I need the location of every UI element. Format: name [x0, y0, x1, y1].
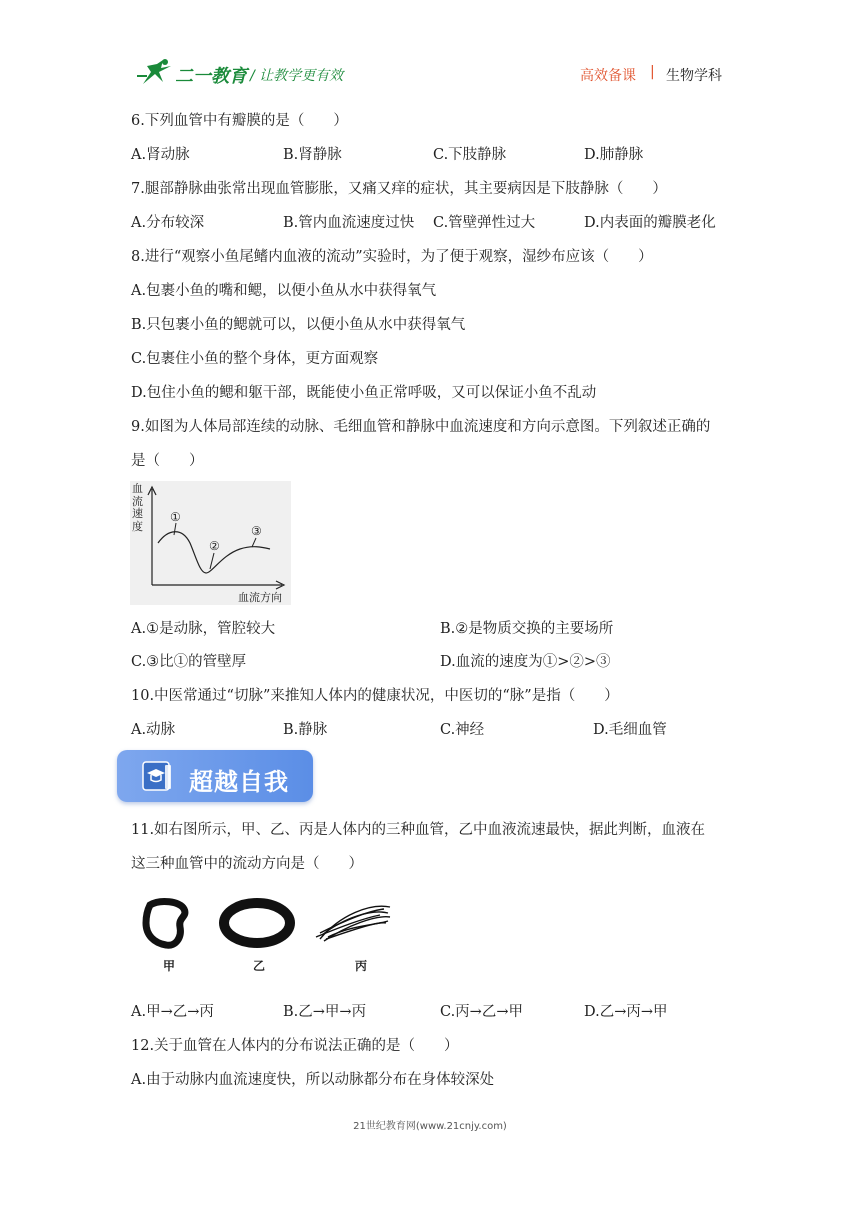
q9-option-a: A.①是动脉，管腔较大 — [131, 621, 276, 637]
header-tag-right: 生物学科 — [666, 68, 722, 84]
blood-flow-graph — [130, 481, 291, 605]
graph-ylabel: 血 流 速 度 — [132, 482, 143, 533]
q10-option-d: D.毛细血管 — [593, 722, 667, 738]
section-banner — [117, 750, 313, 802]
q7-option-a: A.分布较深 — [131, 215, 205, 231]
header-tag-left: 高效备课 — [580, 68, 636, 84]
q9-option-b: B.②是物质交换的主要场所 — [440, 621, 614, 637]
question-9-stem-line1: 9.如图为人体局部连续的动脉、毛细血管和静脉中血流速度和方向示意图。下列叙述正确的 — [131, 419, 711, 435]
question-11-stem-line2: 这三种血管中的流动方向是（ ） — [131, 856, 363, 872]
question-8-stem: 8.进行“观察小鱼尾鳍内血液的流动”实验时，为了便于观察，湿纱布应该（ ） — [131, 249, 653, 265]
page-footer: 21世纪教育网(www.21cnjy.com) — [353, 1121, 507, 1132]
q7-option-c: C.管壁弹性过大 — [433, 215, 536, 231]
q6-option-c: C.下肢静脉 — [433, 147, 507, 163]
q8-option-b: B.只包裹小鱼的鳃就可以，以便小鱼从水中获得氧气 — [131, 317, 466, 333]
graph-marker-1: ① — [170, 510, 181, 524]
q12-option-a: A.由于动脉内血流速度快，所以动脉都分布在身体较深处 — [131, 1072, 495, 1088]
q7-option-b: B.管内血流速度过快 — [283, 215, 415, 231]
vessel-cross-sections — [140, 895, 400, 975]
q6-option-b: B.肾静脉 — [283, 147, 342, 163]
q10-option-b: B.静脉 — [283, 722, 328, 738]
graph-xlabel: 血流方向 — [238, 591, 282, 604]
vessel-label-yi: 乙 — [253, 959, 266, 973]
brand-slogan: / 让教学更有效 — [250, 68, 344, 84]
q11-option-c: C.丙→乙→甲 — [440, 1004, 523, 1020]
question-12-stem: 12.关于血管在人体内的分布说法正确的是（ ） — [131, 1038, 459, 1054]
vessel-label-jia: 甲 — [163, 959, 176, 973]
header-separator: | — [650, 64, 655, 80]
graph-marker-3: ③ — [251, 524, 262, 538]
q6-option-d: D.肺静脉 — [584, 147, 644, 163]
q8-option-d: D.包住小鱼的鳃和躯干部，既能使小鱼正常呼吸，又可以保证小鱼不乱动 — [131, 385, 597, 401]
banner-title: 超越自我 — [189, 768, 289, 796]
q8-option-a: A.包裹小鱼的嘴和鳃，以便小鱼从水中获得氧气 — [131, 283, 437, 299]
brand-name: 二一教育 — [175, 66, 247, 87]
question-6-stem: 6.下列血管中有瓣膜的是（ ） — [131, 113, 348, 129]
q8-option-c: C.包裹住小鱼的整个身体，更方面观察 — [131, 351, 379, 367]
question-10-stem: 10.中医常通过“切脉”来推知人体内的健康状况，中医切的“脉”是指（ ） — [131, 688, 619, 704]
book-icon — [139, 759, 175, 793]
q10-option-a: A.动脉 — [131, 722, 176, 738]
graph-marker-2: ② — [209, 539, 220, 553]
vessel-label-bing: 丙 — [355, 959, 368, 973]
runner-logo-icon — [137, 58, 179, 88]
q7-option-d: D.内表面的瓣膜老化 — [584, 215, 716, 231]
question-9-stem-line2: 是（ ） — [131, 453, 204, 469]
q11-option-d: D.乙→丙→甲 — [584, 1004, 668, 1020]
q11-option-b: B.乙→甲→丙 — [283, 1004, 367, 1020]
q11-option-a: A.甲→乙→丙 — [131, 1004, 214, 1020]
q9-option-d: D.血流的速度为①>②>③ — [440, 654, 611, 670]
q9-option-c: C.③比①的管壁厚 — [131, 654, 247, 670]
question-11-stem-line1: 11.如右图所示，甲、乙、丙是人体内的三种血管，乙中血液流速最快，据此判断，血液在 — [131, 822, 706, 838]
q10-option-c: C.神经 — [440, 722, 485, 738]
q6-option-a: A.肾动脉 — [131, 147, 190, 163]
question-7-stem: 7.腿部静脉曲张常出现血管膨胀，又痛又痒的症状，其主要病因是下肢静脉（ ） — [131, 181, 667, 197]
